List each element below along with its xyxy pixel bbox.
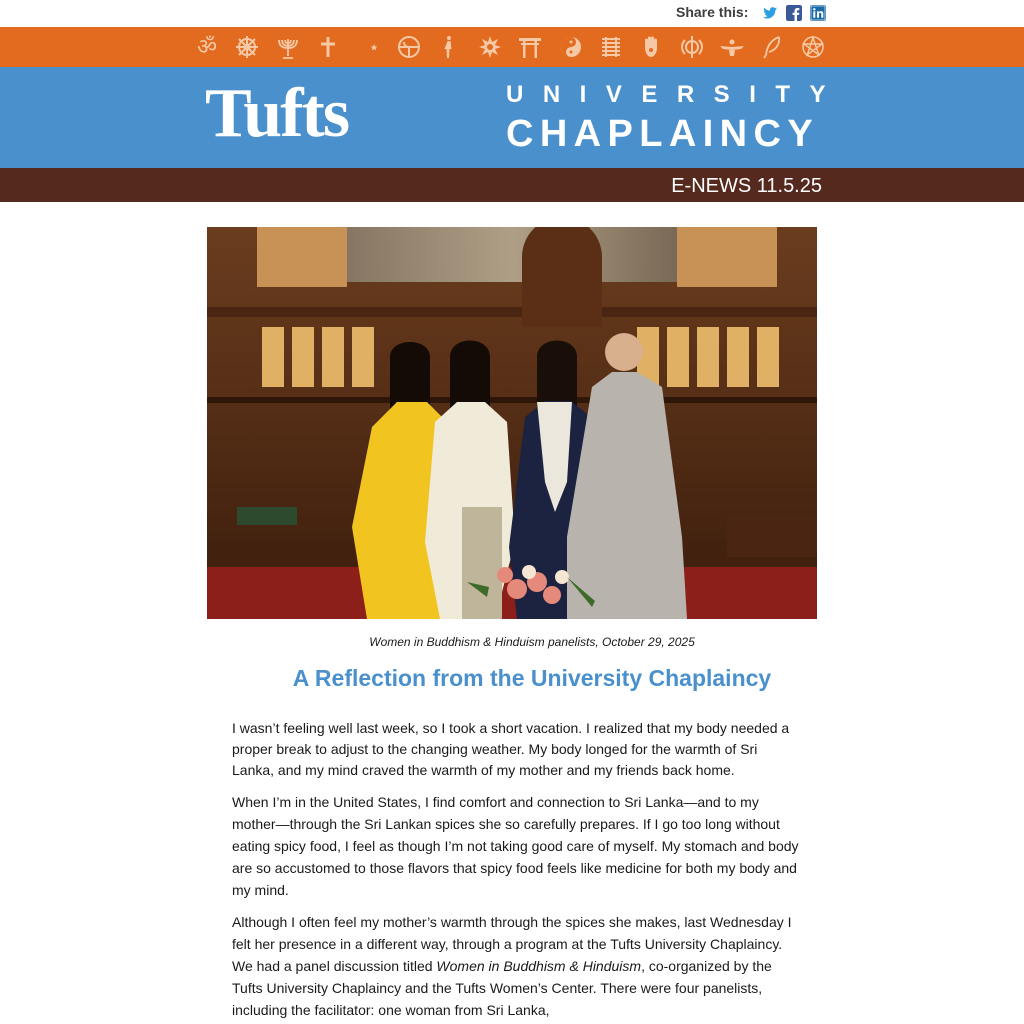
pentacle-icon xyxy=(799,33,827,61)
article-paragraph: When I’m in the United States, I find comfort and connection to Sri Lanka—and to my mother—through the Sri Lankan spices she so carefully prepares. If I go too long without eating spicy food, I feel as though I’m not taking good care of myself. My stomach and body are so accustomed to those flavors that spicy food feels like medicine for both my body and my mind. xyxy=(232,794,799,898)
facebook-icon[interactable] xyxy=(786,5,802,21)
hamsa-icon xyxy=(637,33,665,61)
event-title: Women in Buddhism & Hinduism xyxy=(436,958,642,974)
feather-icon xyxy=(758,33,786,61)
torii-icon xyxy=(516,33,544,61)
cross-icon xyxy=(314,33,342,61)
interfaith-symbol-strip xyxy=(0,27,1024,67)
svg-text:ॐ: ॐ xyxy=(196,35,218,60)
humanist-icon xyxy=(395,33,423,61)
dharma-wheel-icon xyxy=(233,33,261,61)
article-paragraph xyxy=(232,911,800,1021)
chaplaincy-title-line1: UNIVERSITY xyxy=(506,81,846,108)
sikh-khanda-icon xyxy=(678,33,706,61)
article-text: Although I often feel my mother’s warmth through the spices she makes, last Wednesday I felt her presence in a different way, through a program at the Tufts University Chaplaincy. We had a panel discussion titled xyxy=(232,914,792,974)
article-paragraph: I wasn’t feeling well last week, so I took a short vacation. I realized that my body needed a proper break to adjust to the changing weather. My body longed for the warmth of Sri Lanka, and my mind craved the warmth of my mother and my friends back home. xyxy=(232,720,790,778)
photo-caption: Women in Buddhism & Hinduism panelists, October 29, 2025 xyxy=(369,635,695,649)
menorah-icon xyxy=(274,33,302,61)
om-icon xyxy=(193,33,221,61)
interfaith-symbols xyxy=(193,27,839,67)
linkedin-icon[interactable] xyxy=(810,5,826,21)
article-text: , co-organized by the Tufts University Chaplaincy and the Tufts Women’s Center. There were four panelists, including the facilitator: one woman from Sri Lanka, xyxy=(232,958,772,1018)
shinto-knot-icon xyxy=(597,33,625,61)
brand-banner xyxy=(0,67,1024,168)
chaplaincy-title-line2: CHAPLAINCY xyxy=(506,113,820,155)
yin-yang-icon xyxy=(557,33,585,61)
article-headline: A Reflection from the University Chaplaincy xyxy=(292,665,772,691)
share-bar xyxy=(0,0,1024,27)
share-icons xyxy=(762,5,826,21)
share-label: Share this: xyxy=(676,4,749,20)
newsletter-issue-label: E-NEWS 11.5.25 xyxy=(671,175,822,197)
sun-burst-icon xyxy=(476,33,504,61)
panelists-photo xyxy=(207,227,817,619)
twitter-icon[interactable] xyxy=(762,5,778,21)
article-body xyxy=(232,718,800,1024)
crescent-star-icon xyxy=(355,33,383,61)
khanda-figure-icon xyxy=(435,33,463,61)
newsletter-bar xyxy=(0,168,1024,202)
tufts-logo[interactable]: Tufts xyxy=(205,75,349,152)
faravahar-icon xyxy=(718,33,746,61)
